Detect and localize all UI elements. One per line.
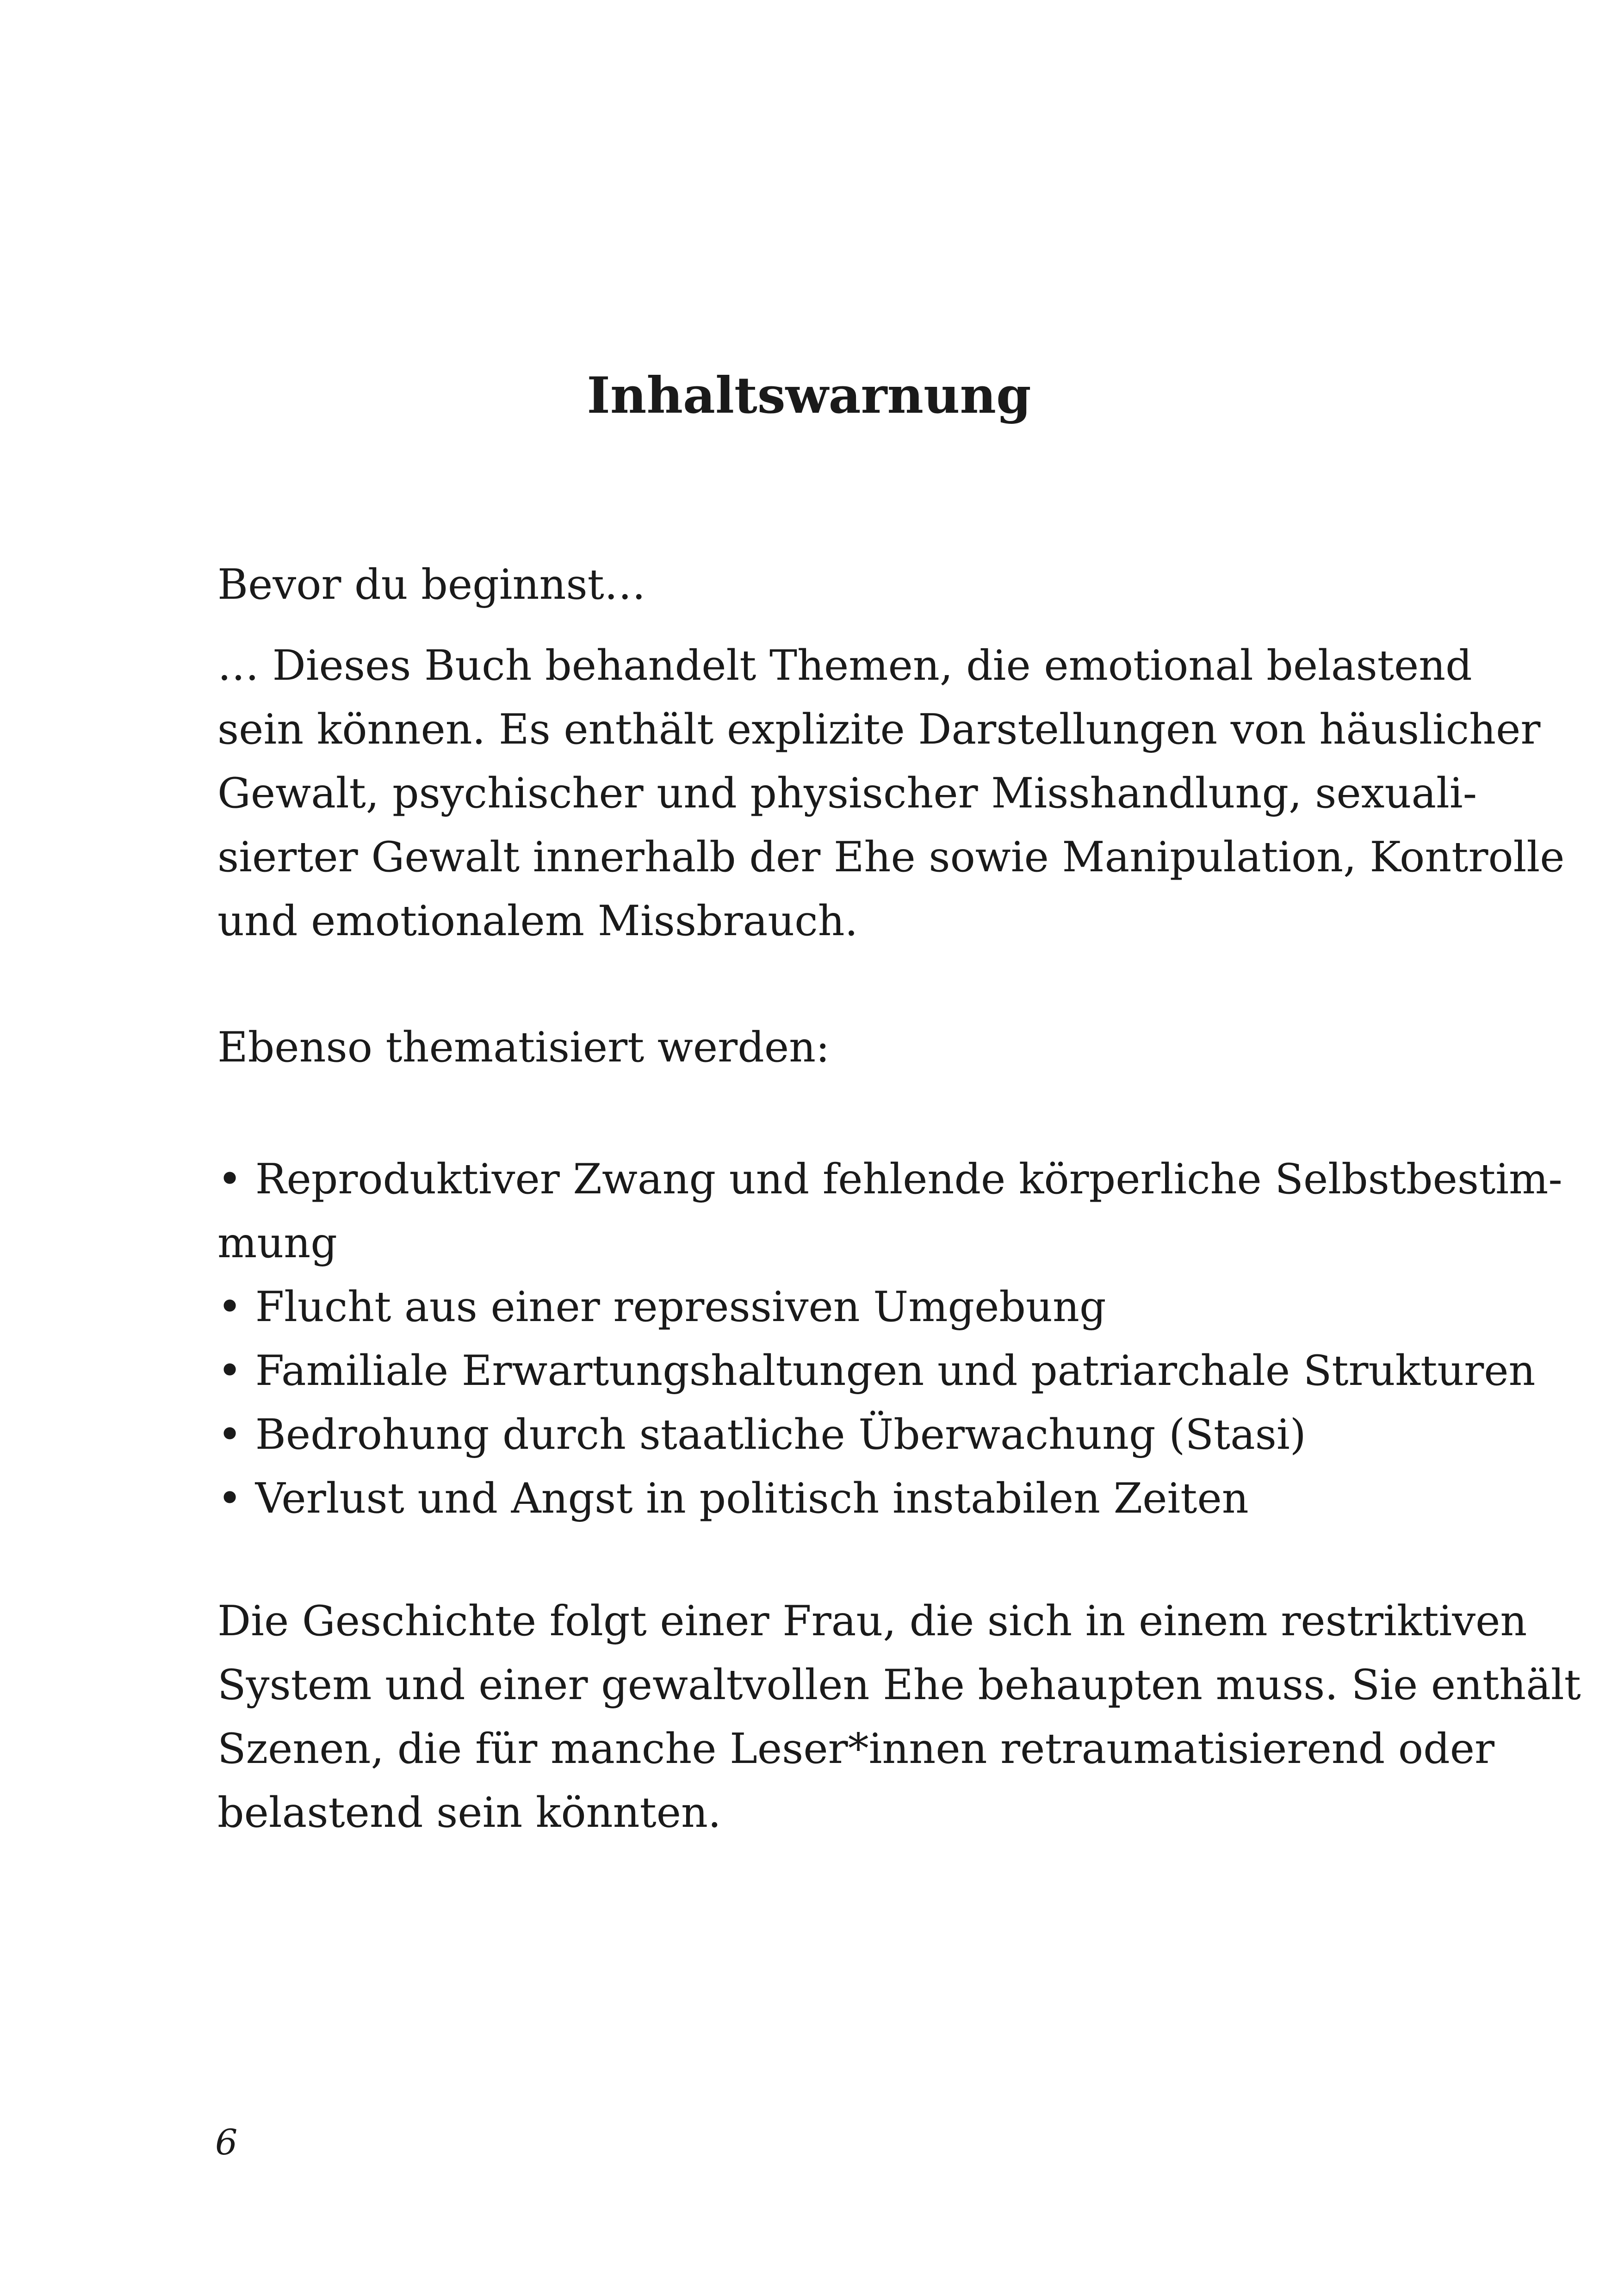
paragraph-line: System und einer gewaltvollen Ehe behaupten muss. Sie enthält <box>217 1661 1581 1709</box>
list-intro: Ebenso thematisiert werden: <box>217 1023 830 1072</box>
list-item: • Reproduktiver Zwang und fehlende körperliche Selbstbestim- <box>217 1155 1562 1204</box>
story-paragraph <box>217 1589 1581 1845</box>
topics-list <box>217 1148 1562 1531</box>
paragraph-line: Die Geschichte folgt einer Frau, die sich in einem restriktiven <box>217 1597 1527 1645</box>
content-warning-paragraph <box>217 634 1565 953</box>
paragraph-line: sein können. Es enthält explizite Darstellungen von häuslicher <box>217 705 1541 754</box>
paragraph-line: … Dieses Buch behandelt Themen, die emotional belastend <box>217 641 1472 690</box>
paragraph-line: belastend sein könnten. <box>217 1788 721 1837</box>
list-item: • Familiale Erwartungshaltungen und patriarchale Strukturen <box>217 1347 1536 1395</box>
paragraph-line: und emotionalem Missbrauch. <box>217 897 858 945</box>
intro-line: Bevor du beginnst… <box>217 560 646 609</box>
paragraph-line: Gewalt, psychischer und physischer Misshandlung, sexuali- <box>217 769 1477 818</box>
page-title: Inhaltswarnung <box>587 366 1031 425</box>
paragraph-line: Szenen, die für manche Leser*innen retraumatisierend oder <box>217 1725 1494 1773</box>
list-item-continuation: mung <box>217 1219 337 1267</box>
page-number: 6 <box>215 2122 238 2163</box>
list-item: • Bedrohung durch staatliche Überwachung (Stasi) <box>217 1410 1306 1459</box>
list-item: • Verlust und Angst in politisch instabilen Zeiten <box>217 1474 1249 1523</box>
list-item: • Flucht aus einer repressiven Umgebung <box>217 1283 1106 1331</box>
paragraph-line: sierter Gewalt innerhalb der Ehe sowie Manipulation, Kontrolle <box>217 833 1565 881</box>
